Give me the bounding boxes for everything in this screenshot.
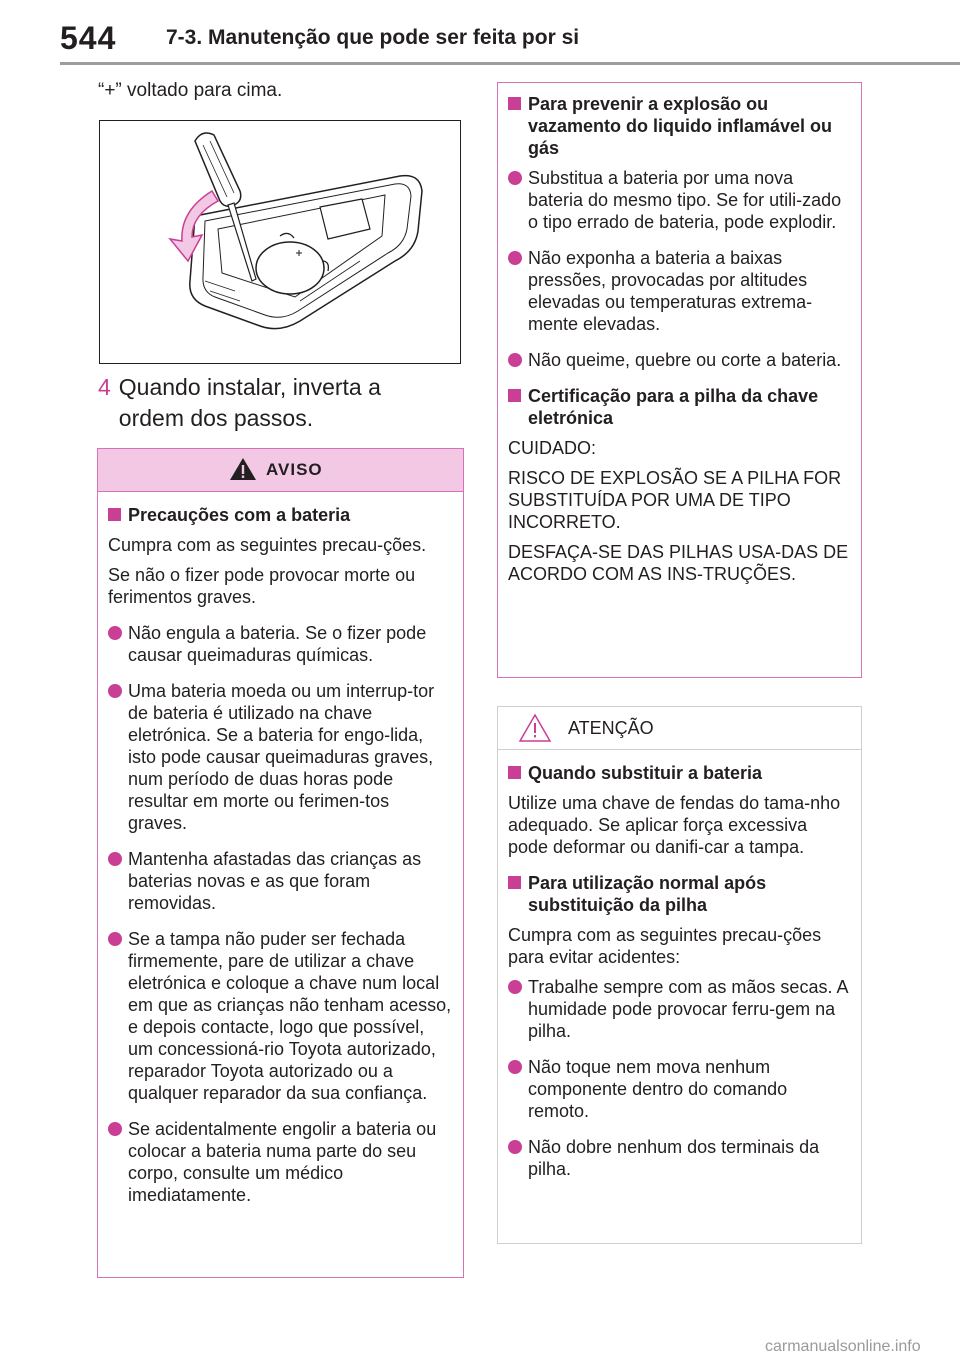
- warning-para: Cumpra com as seguintes precau-ções.: [108, 535, 427, 555]
- caution-bullet: Não dobre nenhum dos terminais da pilha.: [508, 1136, 851, 1180]
- caution-box-title: ATENÇÃO: [568, 718, 654, 738]
- caution-box: [497, 706, 862, 1244]
- certification-line: CUIDADO:: [508, 438, 597, 458]
- warning-bullet: Não engula a bateria. Se o fizer pode causar queimaduras químicas.: [108, 622, 453, 666]
- step-4: [98, 372, 429, 434]
- step-number: 4: [98, 374, 111, 400]
- step-text: Quando instalar, inverta a ordem dos passos.: [118, 374, 381, 431]
- explosion-bullet: Não queime, quebre ou corte a bateria.: [508, 349, 851, 371]
- warning-triangle-icon: [228, 456, 258, 482]
- warning-bullet: Se acidentalmente engolir a bateria ou colocar a bateria numa parte do seu corpo, consulte um médico imediatamente.: [108, 1118, 453, 1206]
- explosion-bullet: Não exponha a bateria a baixas pressões, provocadas por altitudes elevadas ou temperaturas extrema-mente elevadas.: [508, 247, 851, 335]
- warning-bullet: Uma bateria moeda ou um interrup-tor de bateria é utilizado na chave eletrónica. Se a bateria for engo-lida, isto pode causar queimaduras graves, num período de duas horas pode resultar em morte ou ferimen-tos graves.: [108, 680, 453, 834]
- explosion-bullet: Substitua a bateria por uma nova bateria do mesmo tipo. Se for utili-zado o tipo errado de bateria, pode explodir.: [508, 167, 851, 233]
- warning-box-header: [98, 449, 463, 492]
- certification-line: DESFAÇA-SE DAS PILHAS USA-DAS DE ACORDO COM AS INS-TRUÇÕES.: [508, 542, 849, 584]
- warning-heading: Precauções com a bateria: [108, 504, 453, 526]
- page-number: 544: [60, 20, 117, 56]
- battery-illustration: [99, 120, 461, 364]
- explosion-heading: Para prevenir a explosão ou vazamento do liquido inflamável ou gás: [508, 93, 851, 159]
- caution-triangle-icon: [518, 713, 552, 743]
- certification-line: RISCO DE EXPLOSÃO SE A PILHA FOR SUBSTITUÍDA POR UMA DE TIPO INCORRETO.: [508, 468, 842, 532]
- caution-heading: Para utilização normal após substituição da pilha: [508, 872, 851, 916]
- caution-box-header: [498, 707, 861, 750]
- watermark: carmanualsonline.info: [765, 1338, 921, 1355]
- caution-bullet: Não toque nem mova nenhum componente dentro do comando remoto.: [508, 1056, 851, 1122]
- warning-box-title: AVISO: [266, 460, 323, 479]
- warning-para: Se não o fizer pode provocar morte ou ferimentos graves.: [108, 565, 416, 607]
- intro-text: “+” voltado para cima.: [98, 80, 283, 101]
- page-header: [0, 0, 960, 64]
- section-title: 7-3. Manutenção que pode ser feita por si: [166, 26, 580, 49]
- caution-para: Utilize uma chave de fendas do tama-nho adequado. Se aplicar força excessiva pode deformar ou danifi-car a tampa.: [508, 793, 841, 857]
- caution-heading: Quando substituir a bateria: [508, 762, 851, 784]
- explosion-box: [497, 82, 862, 678]
- key-battery-replacement-illustration: [100, 121, 459, 362]
- warning-bullet: Se a tampa não puder ser fechada firmemente, pare de utilizar a chave eletrónica e coloque a chave num local em que as crianças não tenham acesso, e depois contacte, logo que possível, um concessioná-rio Toyota autorizado, reparador Toyota autorizado ou a qualquer reparador da sua confiança.: [108, 928, 453, 1104]
- header-rule: [60, 62, 960, 65]
- warning-bullet: Mantenha afastadas das crianças as baterias novas e as que foram removidas.: [108, 848, 453, 914]
- certification-heading: Certificação para a pilha da chave eletrónica: [508, 385, 851, 429]
- caution-para: Cumpra com as seguintes precau-ções para evitar acidentes:: [508, 925, 822, 967]
- caution-bullet: Trabalhe sempre com as mãos secas. A humidade pode provocar ferru-gem na pilha.: [508, 976, 851, 1042]
- warning-box: [97, 448, 464, 1278]
